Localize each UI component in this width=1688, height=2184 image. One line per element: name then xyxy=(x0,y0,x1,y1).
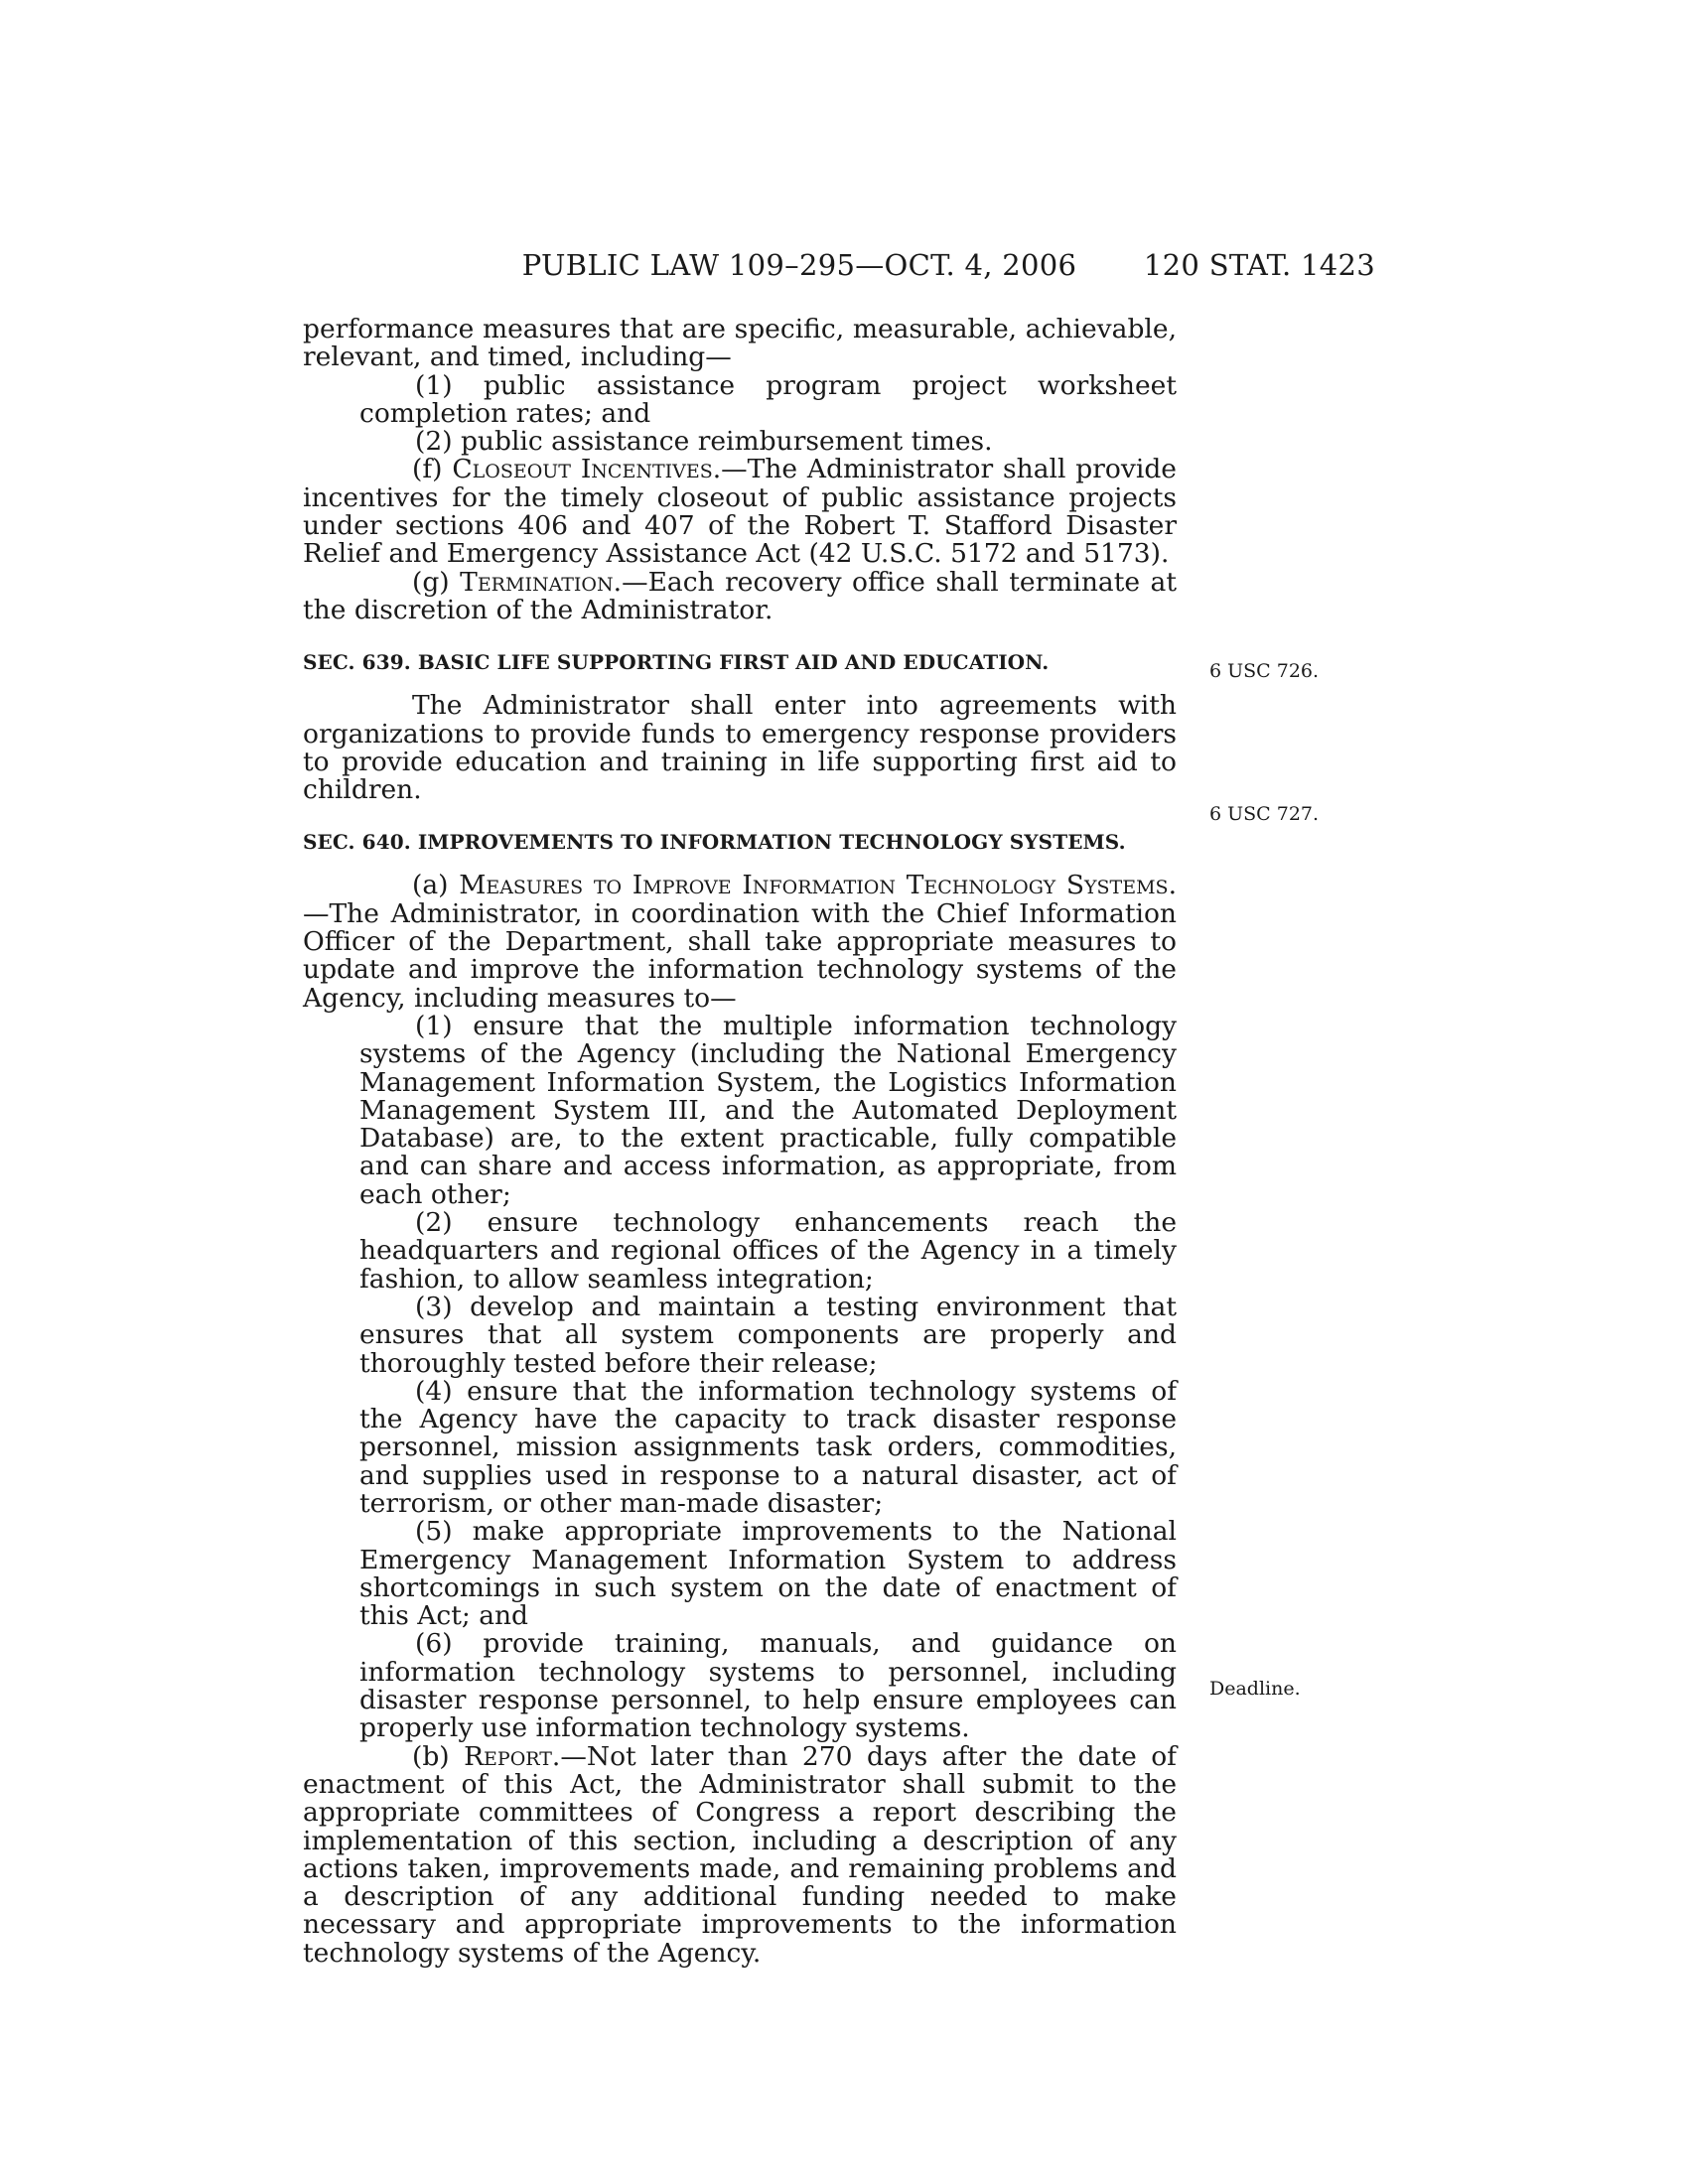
page-header xyxy=(303,248,1375,288)
subsection-f xyxy=(303,456,1177,568)
item-a5: (5) make appropriate improvements to the National Emergency Management Information System to address shortcomings in such system on the date of enactment of this Act; and xyxy=(359,1516,1177,1632)
item-a6: (6) provide training, manuals, and guidance on information technology systems to personnel, including disaster response personnel, to help ensure employees can properly use information technology systems. xyxy=(359,1628,1177,1744)
running-head-title: PUBLIC LAW 109–295—OCT. 4, 2006 xyxy=(521,248,1077,282)
section-640-heading: SEC. 640. IMPROVEMENTS TO INFORMATION TECHNOLOGY SYSTEMS. xyxy=(303,830,1126,855)
item-a2: (2) ensure technology enhancements reach the headquarters and regional offices of the Agency in a timely fashion, to allow seamless integration; xyxy=(359,1207,1177,1295)
section-639-heading: SEC. 639. BASIC LIFE SUPPORTING FIRST AID AND EDUCATION. xyxy=(303,650,1050,675)
paragraph-performance-measures: performance measures that are specific, measurable, achievable, relevant, and timed, including— xyxy=(303,314,1177,373)
item-2-reimbursement: (2) public assistance reimbursement times. xyxy=(415,426,993,458)
item-a3: (3) develop and maintain a testing environment that ensures that all system components are properly and thoroughly tested before their release; xyxy=(359,1291,1177,1379)
item-a1: (1) ensure that the multiple information technology systems of the Agency (including the National Emergency Management Information System, the Logistics Information Management System III, and the Automated Deployment Database) are, to the extent practicable, fully compatible and can share and access information, as appropriate, from each other; xyxy=(359,1010,1177,1210)
document-body xyxy=(303,316,1177,1968)
margin-note-deadline: Deadline. xyxy=(1209,1678,1301,1700)
item-a4: (4) ensure that the information technology systems of the Agency have the capacity to track disaster response personnel, mission assignments task orders, commodities, and supplies used in response to a natural disaster, act of terrorism, or other man-made disaster; xyxy=(359,1375,1177,1519)
subsection-g-text: —Each recovery office shall terminate at the discretion of the Administrator. xyxy=(303,566,1177,625)
subsection-b-label: (b) xyxy=(412,1740,465,1772)
subsection-g xyxy=(303,566,1177,625)
subsection-a-heading: Measures to Improve Information Technology Systems. xyxy=(459,870,1177,901)
margin-note-6-usc-727: 6 USC 727. xyxy=(1209,803,1320,825)
item-1-worksheet: (1) public assistance program project worksheet completion rates; and xyxy=(359,369,1177,429)
subsection-a xyxy=(303,872,1177,1012)
subsection-f-heading: Closeout Incentives. xyxy=(452,454,722,485)
subsection-b-text: —Not later than 270 days after the date of enactment of this Act, the Administrator shall submit to the appropriate committees of Congress a report describing the implementation of this section, including a description of any actions taken, improvements made, and remaining problems and a description of any additional funding needed to make necessary and appropriate improvements to the information technology systems of the Agency. xyxy=(303,1740,1177,1969)
statute-page-number: 120 STAT. 1423 xyxy=(1143,248,1375,282)
subsection-g-heading: Termination. xyxy=(460,566,623,598)
subsection-g-label: (g) xyxy=(412,566,461,598)
subsection-b-heading: Report. xyxy=(464,1740,561,1772)
subsection-a-text: —The Administrator, in coordination with the Chief Information Officer of the Department, shall take appropriate measures to update and improve the information technology systems of the Agency, including measures to— xyxy=(303,897,1177,1014)
subsection-f-label: (f) xyxy=(412,454,453,485)
subsection-a-label: (a) xyxy=(412,870,460,901)
section-639-text: The Administrator shall enter into agreements with organizations to provide funds to emergency response providers to provide education and training in life supporting first aid to children. xyxy=(303,690,1177,806)
subsection-b xyxy=(303,1740,1177,1969)
margin-note-6-usc-726: 6 USC 726. xyxy=(1209,660,1320,682)
subsection-f-text: —The Administrator shall provide incentives for the timely closeout of public assistance projects under sections 406 and 407 of the Robert T. Stafford Disaster Relief and Emergency Assistance Act (42 U.S.C. 5172 and 5173). xyxy=(303,454,1177,570)
